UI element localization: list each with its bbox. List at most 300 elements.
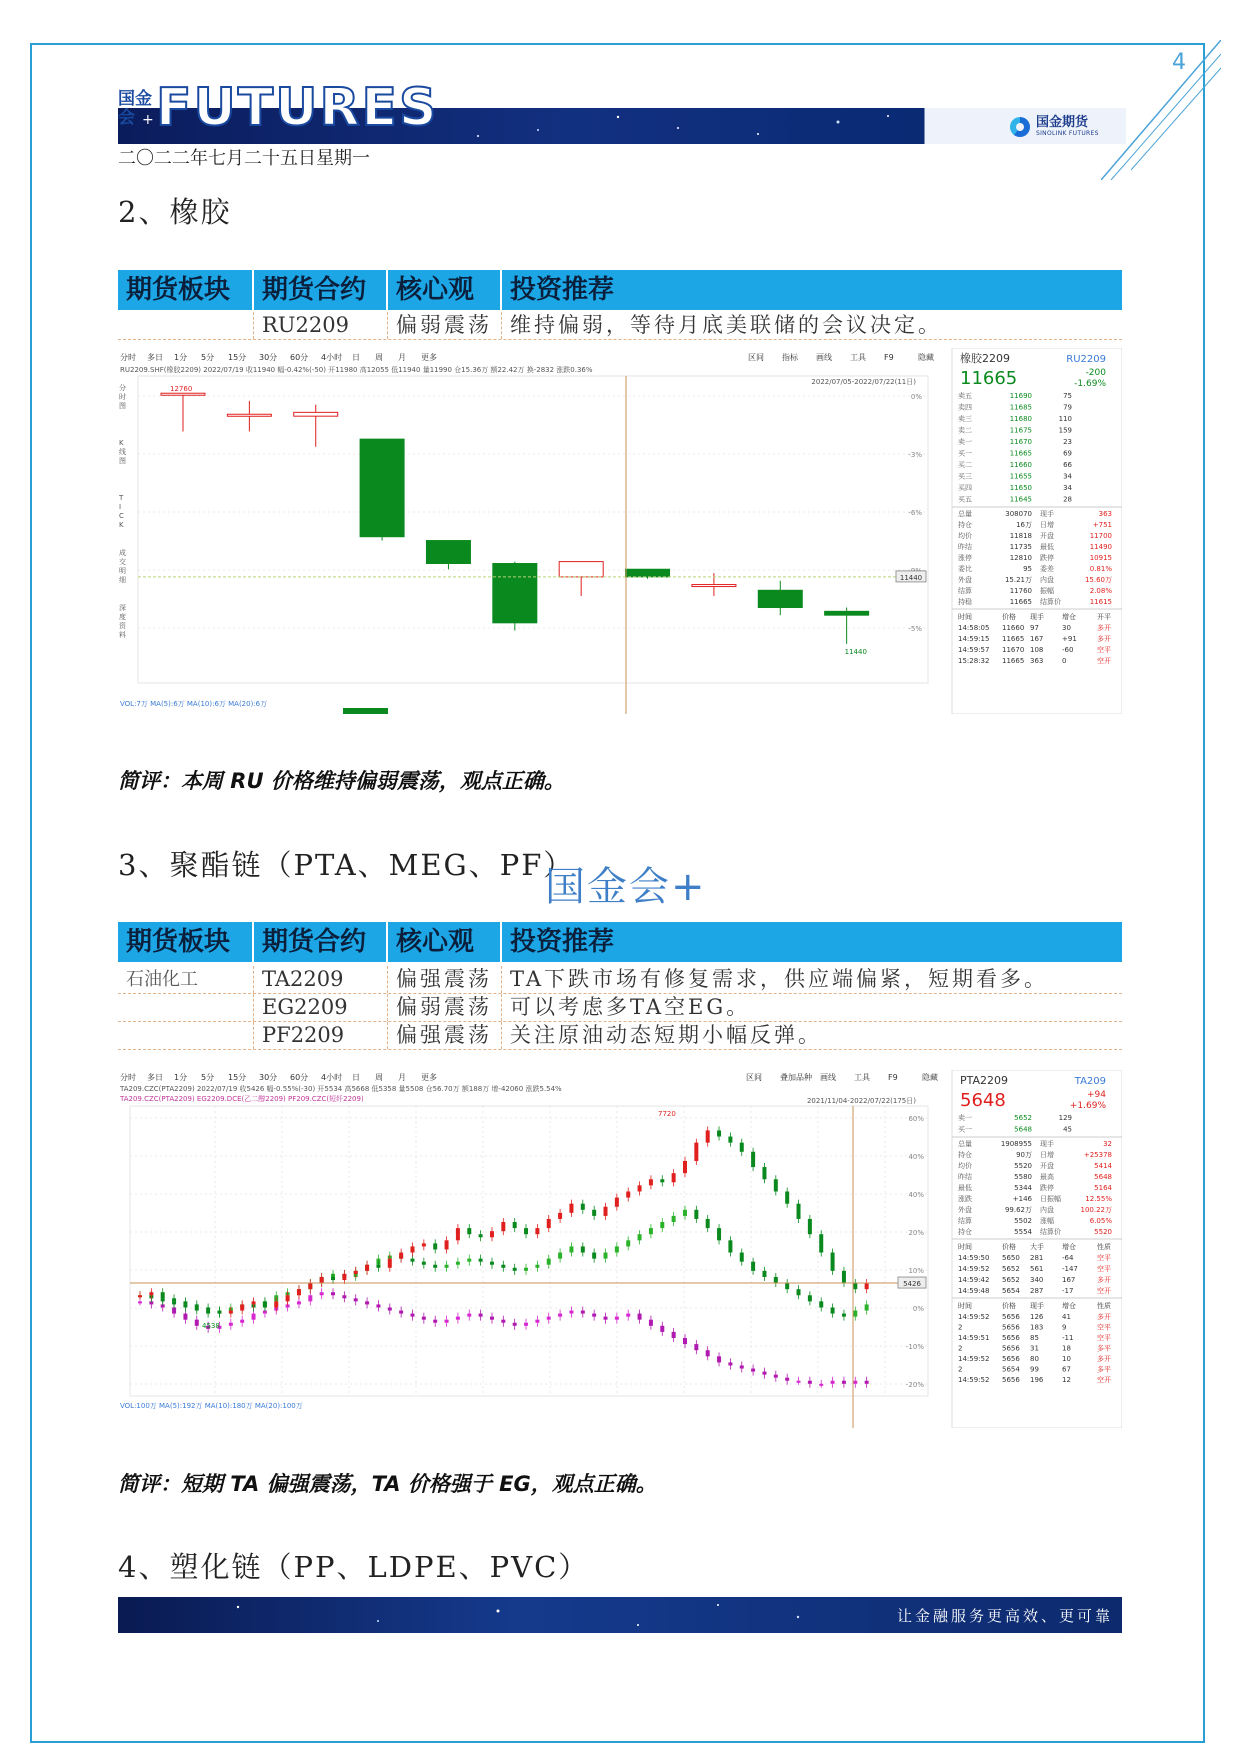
ticks-header: 时间	[958, 1302, 972, 1310]
tick-cell: 11665	[1002, 657, 1025, 665]
candle-body	[426, 541, 470, 564]
volume-line: VOL:7万 MA(5):6万 MA(10):6万 MA(20):6万	[120, 700, 268, 708]
book-label: 卖三	[958, 415, 972, 423]
toolbar-item: 1分	[174, 353, 188, 362]
chart-info-line: RU2209.SHF(橡胶2209) 2022/07/19 收11940 幅-0.42%(-50) 开11980 高12055 低11940 量11990 仓15.36万 额22.42万 换-2832 涨跌0.36%	[120, 366, 593, 374]
toolbar-item: 隐藏	[922, 1073, 938, 1082]
book-price: 11685	[1009, 403, 1032, 412]
toolbar-item: 15分	[228, 1073, 247, 1082]
tick-cell: 9	[1062, 1323, 1067, 1332]
stat-value: 5520	[1094, 1228, 1112, 1236]
rubber-comment: 简评：本周 RU 价格维持偏弱震荡，观点正确。	[118, 769, 565, 793]
book-label: 买一	[958, 1125, 972, 1134]
cell-sector: 石油化工	[118, 966, 254, 993]
axis-tick-label: 10%	[908, 1267, 924, 1275]
stat-label: 委差	[1040, 565, 1054, 573]
sidebar-label: C	[119, 512, 124, 520]
sidebar-label: 明	[119, 567, 126, 575]
tick-cell: 14:59:52	[958, 1376, 990, 1384]
stat-value: 308070	[1005, 510, 1032, 518]
book-volume: 23	[1063, 438, 1072, 446]
tick-cell: 14:58:05	[958, 624, 990, 632]
stat-value: 6.05%	[1089, 1217, 1112, 1225]
stat-label: 日振幅	[1040, 1195, 1061, 1203]
logo-plus: +	[142, 112, 154, 128]
ticks-header: 价格	[1002, 1302, 1016, 1310]
candle-body	[692, 585, 736, 587]
tick-cell: 287	[1030, 1287, 1044, 1295]
tick-cell: 30	[1062, 624, 1071, 632]
sidebar-label: 线	[119, 448, 126, 456]
stat-label: 持仓	[958, 1151, 972, 1159]
pta-overlay-chart	[118, 1070, 1122, 1428]
toolbar-item: 1分	[174, 1073, 188, 1082]
book-volume: 159	[1058, 426, 1072, 435]
axis-tick-label: -5%	[908, 625, 922, 633]
cell-recommendation: 可以考虑多TA空EG。	[510, 995, 751, 1019]
book-label: 买二	[958, 461, 972, 469]
book-price: 11650	[1009, 484, 1032, 492]
stat-value: 12810	[1009, 554, 1032, 562]
toolbar-item: 日	[352, 1073, 360, 1082]
stat-value: 5554	[1014, 1228, 1032, 1236]
plot-area	[130, 1106, 928, 1396]
ticks-header: 时间	[958, 613, 972, 621]
tick-cell: 14:59:52	[958, 1355, 990, 1363]
book-volume: 45	[1063, 1125, 1072, 1134]
stat-label: 持仓	[958, 521, 972, 529]
cell-contract: RU2209	[254, 312, 388, 339]
tick-cell: 14:59:57	[958, 646, 990, 654]
toolbar-item: 4小时	[321, 353, 343, 362]
tick-cell: 11660	[1002, 624, 1025, 632]
toolbar-item: 周	[375, 353, 383, 362]
quote-pct: -1.69%	[1074, 379, 1106, 389]
stat-value: 12.55%	[1085, 1195, 1112, 1203]
toolbar-item: 60分	[290, 1073, 309, 1082]
toolbar-item: 15分	[228, 353, 247, 362]
stat-label: 持仓	[958, 1228, 972, 1236]
toolbar-item: 更多	[421, 1073, 437, 1082]
ticks-header: 增仓	[1062, 1302, 1076, 1310]
stat-value: 11700	[1089, 532, 1112, 540]
th-view: 核心观	[388, 922, 502, 962]
quote-pct: +1.69%	[1069, 1101, 1106, 1111]
stat-label: 昨结	[958, 1173, 972, 1181]
toolbar-item: F9	[888, 1073, 898, 1082]
toolbar-item: 月	[398, 353, 406, 362]
th-sector: 期货板块	[118, 270, 254, 310]
tick-cell: 多开	[1097, 1276, 1111, 1284]
tick-cell: 14:59:50	[958, 1254, 990, 1262]
tick-cell: 183	[1030, 1323, 1044, 1332]
stat-value: +146	[1012, 1195, 1032, 1203]
book-volume: 28	[1063, 495, 1072, 504]
sidebar-label: 图	[119, 457, 126, 465]
toolbar-item: 30分	[259, 353, 278, 362]
tick-cell: 5654	[1002, 1365, 1020, 1374]
stat-label: 结算	[958, 1217, 972, 1225]
cell-contract: EG2209	[254, 994, 388, 1021]
stat-label: 日增	[1040, 1151, 1054, 1159]
tick-cell: 80	[1030, 1355, 1039, 1363]
watermark: 国金会+	[545, 864, 707, 910]
stat-label: 跌停	[1040, 554, 1054, 562]
stat-label: 结算	[958, 587, 972, 595]
stat-value: 11615	[1089, 598, 1112, 606]
tick-cell: 340	[1030, 1276, 1044, 1284]
axis-tick-label: -10%	[905, 1343, 924, 1351]
stat-value: 11818	[1009, 532, 1032, 540]
ticks-header: 价格	[1002, 613, 1016, 621]
toolbar-item: 指标	[782, 353, 798, 362]
tick-cell: 多平	[1097, 1365, 1111, 1374]
stat-value: 100.22万	[1080, 1206, 1112, 1214]
stat-label: 持稳	[958, 598, 972, 606]
low-label: 11440	[844, 647, 867, 656]
brand-logo	[1010, 112, 1122, 142]
stat-value: 11490	[1089, 543, 1112, 551]
stat-label: 振幅	[1040, 587, 1054, 595]
toolbar-item: 多日	[147, 1073, 163, 1082]
tick-cell: 167	[1030, 635, 1044, 643]
toolbar-item: 工具	[850, 353, 866, 362]
stat-label: 开盘	[1040, 1162, 1054, 1170]
rubber-table-header	[118, 270, 1122, 310]
stat-label: 最高	[1040, 1173, 1054, 1181]
cell-recommendation: 维持偏弱，等待月底美联储的会议决定。	[510, 313, 942, 337]
book-volume: 75	[1063, 392, 1072, 400]
tick-cell: 5656	[1002, 1376, 1020, 1384]
tick-cell: 5656	[1002, 1344, 1020, 1353]
polyester-comment: 简评：短期 TA 偏强震荡，TA 价格强于 EG，观点正确。	[118, 1472, 657, 1496]
tick-cell: 空平	[1097, 646, 1111, 654]
stat-value: 5520	[1014, 1162, 1032, 1170]
stat-value: 1908955	[1000, 1140, 1032, 1148]
quote-price: 5648	[960, 1090, 1006, 1111]
tick-cell: 85	[1030, 1334, 1039, 1342]
stat-label: 昨结	[958, 543, 972, 551]
report-date: 二〇二二年七月二十五日星期一	[118, 148, 370, 169]
toolbar-item: 隐藏	[918, 353, 934, 362]
cell-sector	[118, 312, 254, 339]
sidebar-label: I	[119, 503, 122, 511]
stat-value: 2.08%	[1089, 587, 1112, 595]
tick-cell: 14:59:52	[958, 1313, 990, 1321]
tick-cell: 108	[1030, 646, 1044, 654]
tick-cell: 空平	[1097, 1334, 1111, 1342]
current-price-label: 5426	[903, 1280, 921, 1289]
axis-tick-label: -3%	[908, 451, 922, 459]
toolbar-item: 60分	[290, 353, 309, 362]
book-volume: 110	[1058, 415, 1072, 423]
cell-sector	[118, 994, 254, 1021]
cell-sector	[118, 1022, 254, 1049]
sidebar-label: 时	[119, 393, 126, 401]
book-price: 5648	[1014, 1125, 1032, 1134]
candle-body	[758, 590, 802, 607]
stat-label: 涨跌	[958, 1195, 972, 1203]
plot-area	[138, 376, 928, 683]
stat-value: 5414	[1094, 1162, 1112, 1170]
candle-body	[227, 414, 271, 416]
brand-mark-icon	[1010, 117, 1030, 137]
candle-body	[559, 562, 603, 577]
th-recommendation: 投资推荐	[510, 927, 615, 957]
axis-tick-label: 40%	[908, 1191, 924, 1199]
toolbar-item: 日	[352, 353, 360, 362]
quote-name: PTA2209	[960, 1074, 1009, 1087]
toolbar-item: 4小时	[321, 1073, 343, 1082]
tick-cell: -147	[1062, 1265, 1078, 1273]
tick-cell: 5656	[1002, 1323, 1020, 1332]
stat-label: 现手	[1040, 1140, 1054, 1148]
brand-name-en: SINOLINK FUTURES	[1036, 130, 1099, 137]
tick-cell: 多平	[1097, 1344, 1111, 1353]
th-sector: 期货板块	[118, 922, 254, 962]
peak-label: 7720	[658, 1110, 676, 1118]
stat-value: 11665	[1009, 598, 1032, 606]
book-label: 卖二	[958, 426, 972, 435]
logo-futures: FUTURES	[156, 78, 439, 138]
tick-cell: -64	[1062, 1254, 1074, 1262]
tick-cell: 空平	[1097, 1254, 1111, 1262]
stat-value: 11735	[1009, 543, 1032, 551]
stat-value: +751	[1092, 521, 1112, 529]
tick-cell: 多开	[1097, 635, 1111, 643]
stat-value: 10915	[1089, 554, 1112, 562]
tick-cell: 99	[1030, 1365, 1039, 1374]
tick-cell: 15:28:32	[958, 657, 990, 665]
book-price: 11680	[1009, 415, 1032, 423]
toolbar-item: 30分	[259, 1073, 278, 1082]
stat-value: 32	[1103, 1140, 1112, 1148]
stat-value: 363	[1098, 510, 1112, 518]
book-label: 买五	[958, 495, 972, 504]
quote-name: 橡胶2209	[960, 352, 1010, 365]
toolbar-item: 分时	[120, 1073, 136, 1082]
tick-cell: 14:59:15	[958, 635, 990, 643]
book-label: 买三	[958, 472, 972, 481]
candle-body	[360, 439, 404, 537]
tick-cell: 14:59:51	[958, 1334, 990, 1342]
ticks-header: 性质	[1097, 1302, 1111, 1310]
cell-view: 偏弱震荡	[388, 312, 502, 339]
page-number: 4	[1172, 50, 1186, 75]
tick-cell: 2	[958, 1344, 963, 1353]
th-recommendation: 投资推荐	[510, 275, 615, 305]
book-volume: 69	[1063, 449, 1072, 458]
tick-cell: 空开	[1097, 1376, 1111, 1384]
stat-value: 0.81%	[1089, 565, 1112, 573]
stat-value: 90万	[1016, 1151, 1032, 1159]
stat-value: 11760	[1009, 587, 1032, 595]
toolbar-item: 画线	[816, 353, 832, 362]
candle-body	[493, 564, 537, 623]
stat-value: 5164	[1094, 1184, 1112, 1192]
stat-value: 15.60万	[1084, 576, 1112, 584]
cell-view: 偏强震荡	[388, 1022, 502, 1049]
tick-cell: 167	[1062, 1276, 1076, 1284]
quote-price: 11665	[960, 368, 1018, 389]
stat-label: 跌停	[1040, 1184, 1054, 1192]
quote-change: +94	[1087, 1090, 1106, 1100]
candle-body	[825, 611, 869, 615]
toolbar-item: 5分	[201, 353, 215, 362]
low-label: 4538	[202, 1321, 220, 1330]
sidebar-label: 深	[119, 604, 126, 612]
stat-label: 最低	[1040, 543, 1054, 551]
stat-value: 16万	[1016, 521, 1032, 529]
axis-tick-label: 0%	[910, 393, 922, 401]
stat-label: 结算价	[1040, 598, 1061, 606]
tick-cell: 12	[1062, 1376, 1071, 1384]
tick-cell: 5650	[1002, 1254, 1020, 1262]
book-price: 11665	[1009, 449, 1032, 458]
tick-cell: 196	[1030, 1376, 1044, 1384]
book-price: 11690	[1009, 392, 1032, 400]
volume-line: VOL:100万 MA(5):192万 MA(10):180万 MA(20):100万	[120, 1402, 303, 1410]
sidebar-label: 交	[119, 558, 126, 566]
stat-label: 均价	[958, 1162, 972, 1170]
stat-value: 15.21万	[1004, 576, 1032, 584]
candle-body	[626, 569, 670, 577]
toolbar-item: 更多	[421, 353, 437, 362]
toolbar-item: 多日	[147, 353, 163, 362]
chart-range: 2021/11/04-2022/07/22(175日)	[806, 1097, 916, 1105]
stat-label: 总量	[958, 510, 972, 518]
cell-recommendation: 关注原油动态短期小幅反弹。	[510, 1023, 822, 1047]
polyester-table-header	[118, 922, 1122, 962]
table-row	[118, 966, 1122, 994]
book-label: 买一	[958, 449, 972, 458]
stat-value: 99.62万	[1004, 1206, 1032, 1214]
sidebar-label: 分	[119, 384, 126, 392]
book-volume: 79	[1063, 403, 1072, 412]
stat-label: 均价	[958, 532, 972, 540]
tick-cell: 31	[1030, 1344, 1039, 1353]
axis-tick-label: -6%	[908, 509, 922, 517]
book-price: 11655	[1009, 472, 1032, 481]
ticks-header: 性质	[1097, 1243, 1111, 1251]
book-volume: 34	[1063, 472, 1072, 481]
axis-tick-label: 0%	[912, 1305, 924, 1313]
tick-cell: 多开	[1097, 624, 1111, 632]
toolbar-item: 工具	[854, 1073, 870, 1082]
tick-cell: 11665	[1002, 635, 1025, 643]
stat-label: 最低	[958, 1184, 972, 1192]
candle-body	[294, 412, 338, 416]
book-volume: 66	[1063, 461, 1072, 469]
tick-cell: 67	[1062, 1365, 1071, 1374]
chart-info-line: TA209.CZC(PTA2209) 2022/07/19 收5426 幅-0.55%(-30) 开5534 高5668 低5358 量5508 仓56.70万 额188万 增-42060 涨跌5.54%	[120, 1085, 562, 1093]
sidebar-label: K	[119, 521, 124, 529]
brand-name-cn: 国金期货	[1036, 115, 1089, 130]
tick-cell: 363	[1030, 657, 1044, 665]
tick-cell: 14:59:42	[958, 1276, 990, 1284]
quote-change: -200	[1085, 368, 1106, 378]
stat-label: 涨停	[958, 554, 972, 562]
overlay-legend: TA209.CZC(PTA2209) EG2209.DCE(乙二醇2209) PF209.CZC(短纤2209)	[120, 1095, 364, 1103]
tick-cell: 18	[1062, 1344, 1071, 1353]
pta-chart-screenshot	[118, 1070, 1122, 1428]
cell-contract: PF2209	[254, 1022, 388, 1049]
tick-cell: 5652	[1002, 1276, 1020, 1284]
tick-cell: 14:59:52	[958, 1265, 990, 1273]
stat-value: 95	[1023, 565, 1032, 573]
stat-label: 现手	[1040, 510, 1054, 518]
toolbar-item: 区间	[746, 1073, 762, 1082]
toolbar-item: 分时	[120, 353, 136, 362]
book-price: 11660	[1009, 461, 1032, 469]
toolbar-item: 叠加品种	[780, 1073, 812, 1082]
book-price: 11670	[1009, 438, 1032, 446]
stat-value: 5502	[1014, 1217, 1032, 1225]
book-volume: 129	[1058, 1114, 1072, 1122]
tick-cell: -11	[1062, 1334, 1074, 1342]
ticks-header: 增仓	[1062, 613, 1076, 621]
logo-small: 国金会	[118, 89, 152, 128]
book-price: 11675	[1009, 426, 1032, 435]
current-price-label: 11440	[899, 573, 923, 582]
ticks-header: 增仓	[1062, 1243, 1076, 1251]
section-title-plastics: 4、塑化链（PP、LDPE、PVC）	[118, 1550, 590, 1584]
table-row	[118, 994, 1122, 1022]
toolbar-item: 5分	[201, 1073, 215, 1082]
tick-cell: 126	[1030, 1313, 1044, 1321]
th-view: 核心观	[388, 270, 502, 310]
th-contract: 期货合约	[254, 270, 388, 310]
footer-slogan: 让金融服务更高效、更可靠	[896, 1607, 1113, 1625]
tick-cell: 空平	[1097, 1323, 1111, 1332]
book-label: 买四	[958, 484, 972, 492]
stat-label: 内盘	[1040, 576, 1054, 584]
tick-cell: 5656	[1002, 1334, 1020, 1342]
book-label: 卖五	[958, 392, 972, 400]
tick-cell: 多开	[1097, 1313, 1111, 1321]
tick-cell: 空平	[1097, 1265, 1111, 1273]
tick-cell: 14:59:48	[958, 1287, 990, 1295]
tick-cell: 10	[1062, 1355, 1071, 1363]
stat-value: 5580	[1014, 1173, 1032, 1181]
tick-cell: +91	[1062, 635, 1077, 643]
toolbar-item: 月	[398, 1073, 406, 1082]
toolbar-item: F9	[884, 353, 894, 362]
section-title-rubber: 2、橡胶	[118, 195, 232, 229]
stat-label: 外盘	[958, 576, 972, 584]
tick-cell: 281	[1030, 1254, 1044, 1262]
tick-cell: -17	[1062, 1287, 1074, 1295]
th-contract: 期货合约	[254, 922, 388, 962]
ticks-header: 现手	[1030, 1302, 1044, 1310]
tick-cell: 41	[1062, 1313, 1071, 1321]
sidebar-label: 料	[119, 631, 126, 639]
stat-label: 日增	[1040, 521, 1054, 529]
stat-label: 内盘	[1040, 1206, 1054, 1214]
chart-range: 2022/07/05-2022/07/22(11日)	[811, 378, 916, 386]
book-price: 11645	[1009, 495, 1032, 504]
axis-tick-label: 40%	[908, 1153, 924, 1161]
sidebar-label: T	[119, 494, 124, 502]
tick-cell: 2	[958, 1365, 963, 1374]
sidebar-label: 细	[119, 576, 126, 584]
tick-cell: 2	[958, 1323, 963, 1332]
table-row	[118, 1022, 1122, 1050]
ticks-header: 价格	[1002, 1243, 1016, 1251]
quote-code: TA209	[1074, 1076, 1106, 1087]
ticks-header: 时间	[958, 1243, 972, 1251]
toolbar-item: 周	[375, 1073, 383, 1082]
